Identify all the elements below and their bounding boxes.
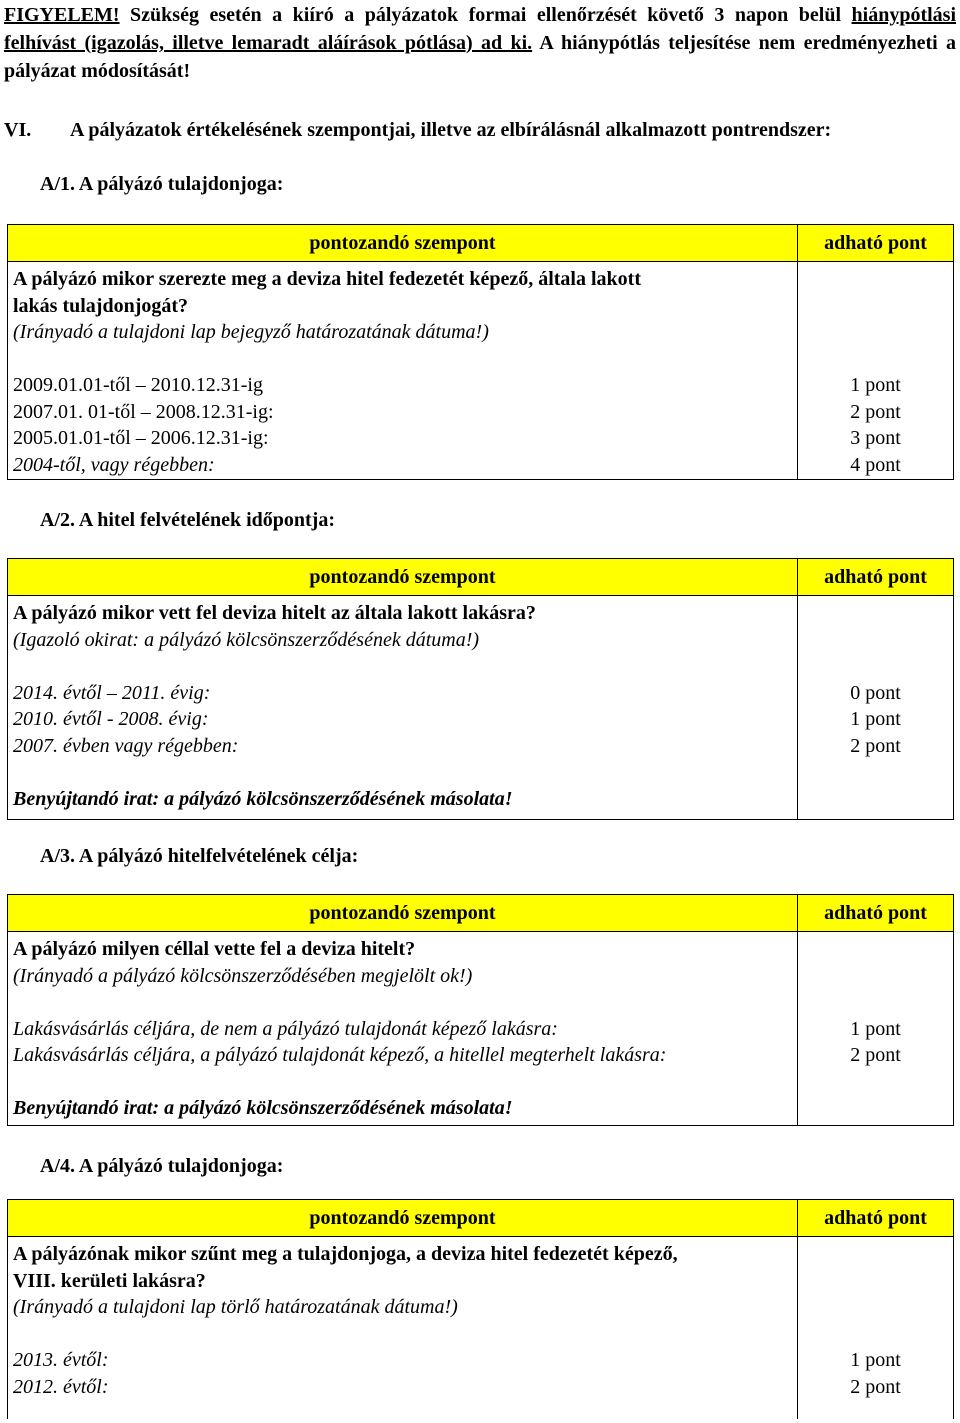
header-criterion: pontozandó szempont [8, 559, 798, 595]
table-header [8, 1200, 953, 1237]
section-heading [4, 117, 831, 143]
option-label: 2005.01.01-től – 2006.12.31-ig: [13, 427, 269, 449]
option-points: 4 pont [850, 453, 901, 476]
table-body [8, 262, 953, 480]
option-points: 2 pont [850, 1375, 901, 1398]
option-points: 1 pont [850, 1017, 901, 1040]
criterion-cell [8, 932, 798, 1126]
note-line: (Irányadó a tulajdoni lap bejegyző határozatának dátuma!) [13, 321, 489, 343]
header-criterion: pontozandó szempont [8, 225, 798, 261]
points-cell [798, 262, 953, 484]
option-points: 3 pont [850, 427, 901, 449]
option-label: 2004-től, vagy régebben: [13, 453, 215, 476]
option-points: 2 pont [850, 400, 901, 423]
option-label: Lakásvásárlás céljára, a pályázó tulajdonát képező, a hitellel megterhelt lakásra: [13, 1044, 667, 1066]
question-line: VIII. kerületi lakásra? [13, 1269, 206, 1292]
note-line: (Igazoló okirat: a pályázó kölcsönszerződésének dátuma!) [13, 628, 480, 651]
header-points: adható pont [824, 232, 927, 254]
note-line: (Irányadó a tulajdoni lap törlő határozatának dátuma!) [13, 1296, 458, 1318]
header-points: adható pont [824, 566, 927, 588]
scoring-table [7, 1199, 954, 1419]
points-cell [798, 596, 953, 824]
block-heading: A/1. A pályázó tulajdonjoga: [40, 173, 284, 195]
option-label: 2007. évben vagy régebben: [13, 734, 239, 757]
block-heading: A/2. A hitel felvételének időpontja: [40, 509, 335, 531]
option-label: 2010. évtől - 2008. évig: [13, 708, 209, 730]
header-points: adható pont [824, 902, 927, 924]
scoring-table [7, 224, 954, 480]
question-line: lakás tulajdonjogát? [13, 294, 189, 317]
table-header [8, 225, 953, 262]
notice-warning: FIGYELEM! [4, 4, 120, 26]
table-header [8, 895, 953, 932]
criterion-cell [8, 596, 798, 820]
note-line: (Irányadó a pályázó kölcsönszerződésében megjelölt ok!) [13, 964, 473, 987]
block-heading: A/3. A pályázó hitelfelvételének célja: [40, 845, 359, 867]
table-body [8, 1237, 953, 1419]
section-title: A pályázatok értékelésének szempontjai, illetve az elbírálásnál alkalmazott pontrendszer: [70, 119, 832, 141]
table-body [8, 932, 953, 1126]
notice-paragraph [4, 1, 956, 85]
header-criterion: pontozandó szempont [8, 895, 798, 931]
table-header [8, 559, 953, 596]
option-label: 2014. évtől – 2011. évig: [13, 681, 211, 704]
section-number: VI. [4, 119, 32, 141]
scoring-table [7, 894, 954, 1126]
option-points: 1 pont [850, 1349, 901, 1371]
notice-underlined-text: hiánypótlási felhívást (igazolás, illetve lemaradt aláírások pótlása) ad ki. [4, 4, 956, 54]
option-points: 0 pont [850, 681, 901, 704]
option-points: 1 pont [850, 708, 901, 730]
option-label: 2009.01.01-től – 2010.12.31-ig [13, 374, 263, 396]
table-body [8, 596, 953, 820]
notice-text-2: A hiánypótlás teljesítése nem eredményezheti a pályázat módosítását! [4, 32, 956, 82]
attachment-note: Benyújtandó irat: a pályázó kölcsönszerződésének másolata! [13, 1097, 513, 1119]
question-line: A pályázónak mikor szűnt meg a tulajdonjoga, a deviza hitel fedezetét képező, [13, 1243, 678, 1265]
criterion-cell [8, 1237, 798, 1419]
criterion-cell [8, 262, 798, 480]
header-points: adható pont [824, 1207, 927, 1229]
option-label: 2013. évtől: [13, 1349, 109, 1371]
option-points: 2 pont [850, 734, 901, 757]
block-heading: A/4. A pályázó tulajdonjoga: [40, 1155, 284, 1177]
header-criterion: pontozandó szempont [8, 1200, 798, 1236]
attachment-note: Benyújtandó irat: a pályázó kölcsönszerződésének másolata! [13, 787, 513, 810]
question-line: A pályázó mikor szerezte meg a deviza hitel fedezetét képező, általa lakott [13, 268, 641, 290]
points-cell [798, 932, 953, 1130]
option-label: 2007.01. 01-től – 2008.12.31-ig: [13, 400, 274, 423]
option-label: Lakásvásárlás céljára, de nem a pályázó tulajdonát képező lakásra: [13, 1017, 558, 1040]
option-points: 1 pont [850, 374, 901, 396]
question-line: A pályázó milyen céllal vette fel a deviza hitelt? [13, 938, 416, 960]
option-label: 2012. évtől: [13, 1375, 109, 1398]
option-points: 2 pont [850, 1044, 901, 1066]
notice-text-1: Szükség esetén a kiíró a pályázatok formai ellenőrzését követő 3 napon belül [119, 4, 852, 26]
points-cell [798, 1237, 953, 1423]
scoring-table [7, 558, 954, 820]
question-line: A pályázó mikor vett fel deviza hitelt az általa lakott lakásra? [13, 602, 536, 624]
